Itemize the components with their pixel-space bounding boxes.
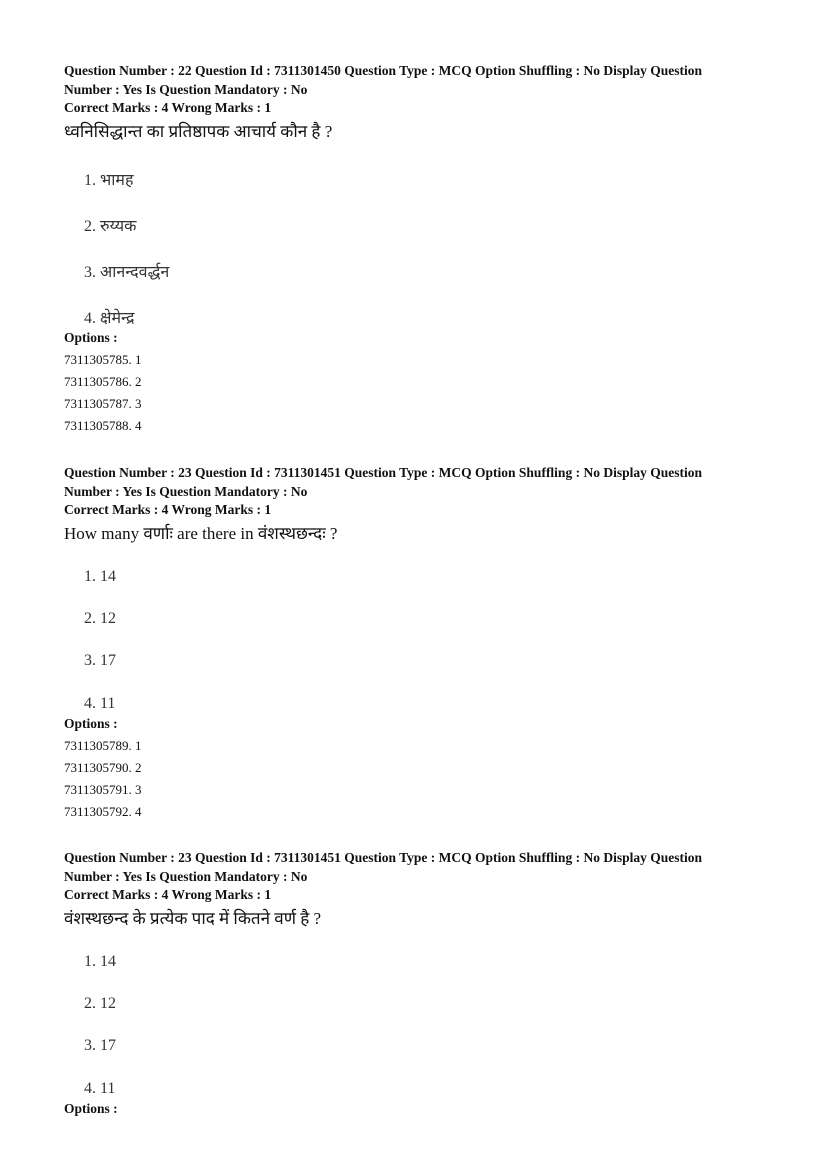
question-meta-line1: Question Number : 22 Question Id : 7311301450 Question Type : MCQ Option Shuffling : No Display Question: [64, 63, 702, 78]
options-label: Options :: [64, 330, 118, 345]
question-meta-line2: Number : Yes Is Question Mandatory : No: [64, 81, 308, 97]
options-label: Options :: [64, 716, 118, 731]
question-block-22: [64, 62, 764, 442]
option-4: 4. 11: [84, 695, 116, 712]
question-block-23-hindi: [64, 849, 764, 1149]
question-marks: Correct Marks : 4 Wrong Marks : 1: [64, 887, 272, 902]
option-3: 3. 17: [84, 1037, 116, 1054]
option-1: 1. 14: [84, 568, 116, 585]
option-4: 4. क्षेमेन्द्र: [84, 310, 135, 327]
question-marks: Correct Marks : 4 Wrong Marks : 1: [64, 100, 272, 115]
option-1: 1. 14: [84, 953, 116, 970]
options-label: Options :: [64, 1101, 118, 1116]
question-text: ध्वनिसिद्धान्त का प्रतिष्ठापक आचार्य कौन है ?: [64, 121, 333, 141]
option-id-3: 7311305787. 3: [64, 396, 142, 411]
option-id-1: 7311305789. 1: [64, 738, 142, 753]
option-id-4: 7311305788. 4: [64, 418, 142, 433]
option-2: 2. 12: [84, 995, 116, 1012]
option-id-4: 7311305792. 4: [64, 804, 142, 819]
option-4: 4. 11: [84, 1080, 116, 1097]
option-3: 3. 17: [84, 652, 116, 669]
option-id-3: 7311305791. 3: [64, 782, 142, 797]
option-1: 1. भामह: [84, 172, 134, 189]
option-2: 2. रुय्यक: [84, 218, 137, 235]
option-id-2: 7311305786. 2: [64, 374, 142, 389]
question-text: How many वर्णाः are there in वंशस्थछन्दः ?: [64, 523, 338, 543]
question-marks: Correct Marks : 4 Wrong Marks : 1: [64, 502, 272, 517]
question-meta-line1: Question Number : 23 Question Id : 7311301451 Question Type : MCQ Option Shuffling : No Display Question: [64, 850, 702, 865]
question-block-23: [64, 464, 764, 824]
option-id-1: 7311305785. 1: [64, 352, 142, 367]
option-id-2: 7311305790. 2: [64, 760, 142, 775]
question-meta-line1: Question Number : 23 Question Id : 7311301451 Question Type : MCQ Option Shuffling : No Display Question: [64, 465, 702, 480]
question-meta-line2: Number : Yes Is Question Mandatory : No: [64, 868, 308, 884]
question-meta-line2: Number : Yes Is Question Mandatory : No: [64, 483, 308, 499]
option-2: 2. 12: [84, 610, 116, 627]
question-text: वंशस्थछन्द के प्रत्येक पाद में कितने वर्ण है ?: [64, 908, 322, 928]
option-3: 3. आनन्दवर्द्धन: [84, 264, 170, 281]
